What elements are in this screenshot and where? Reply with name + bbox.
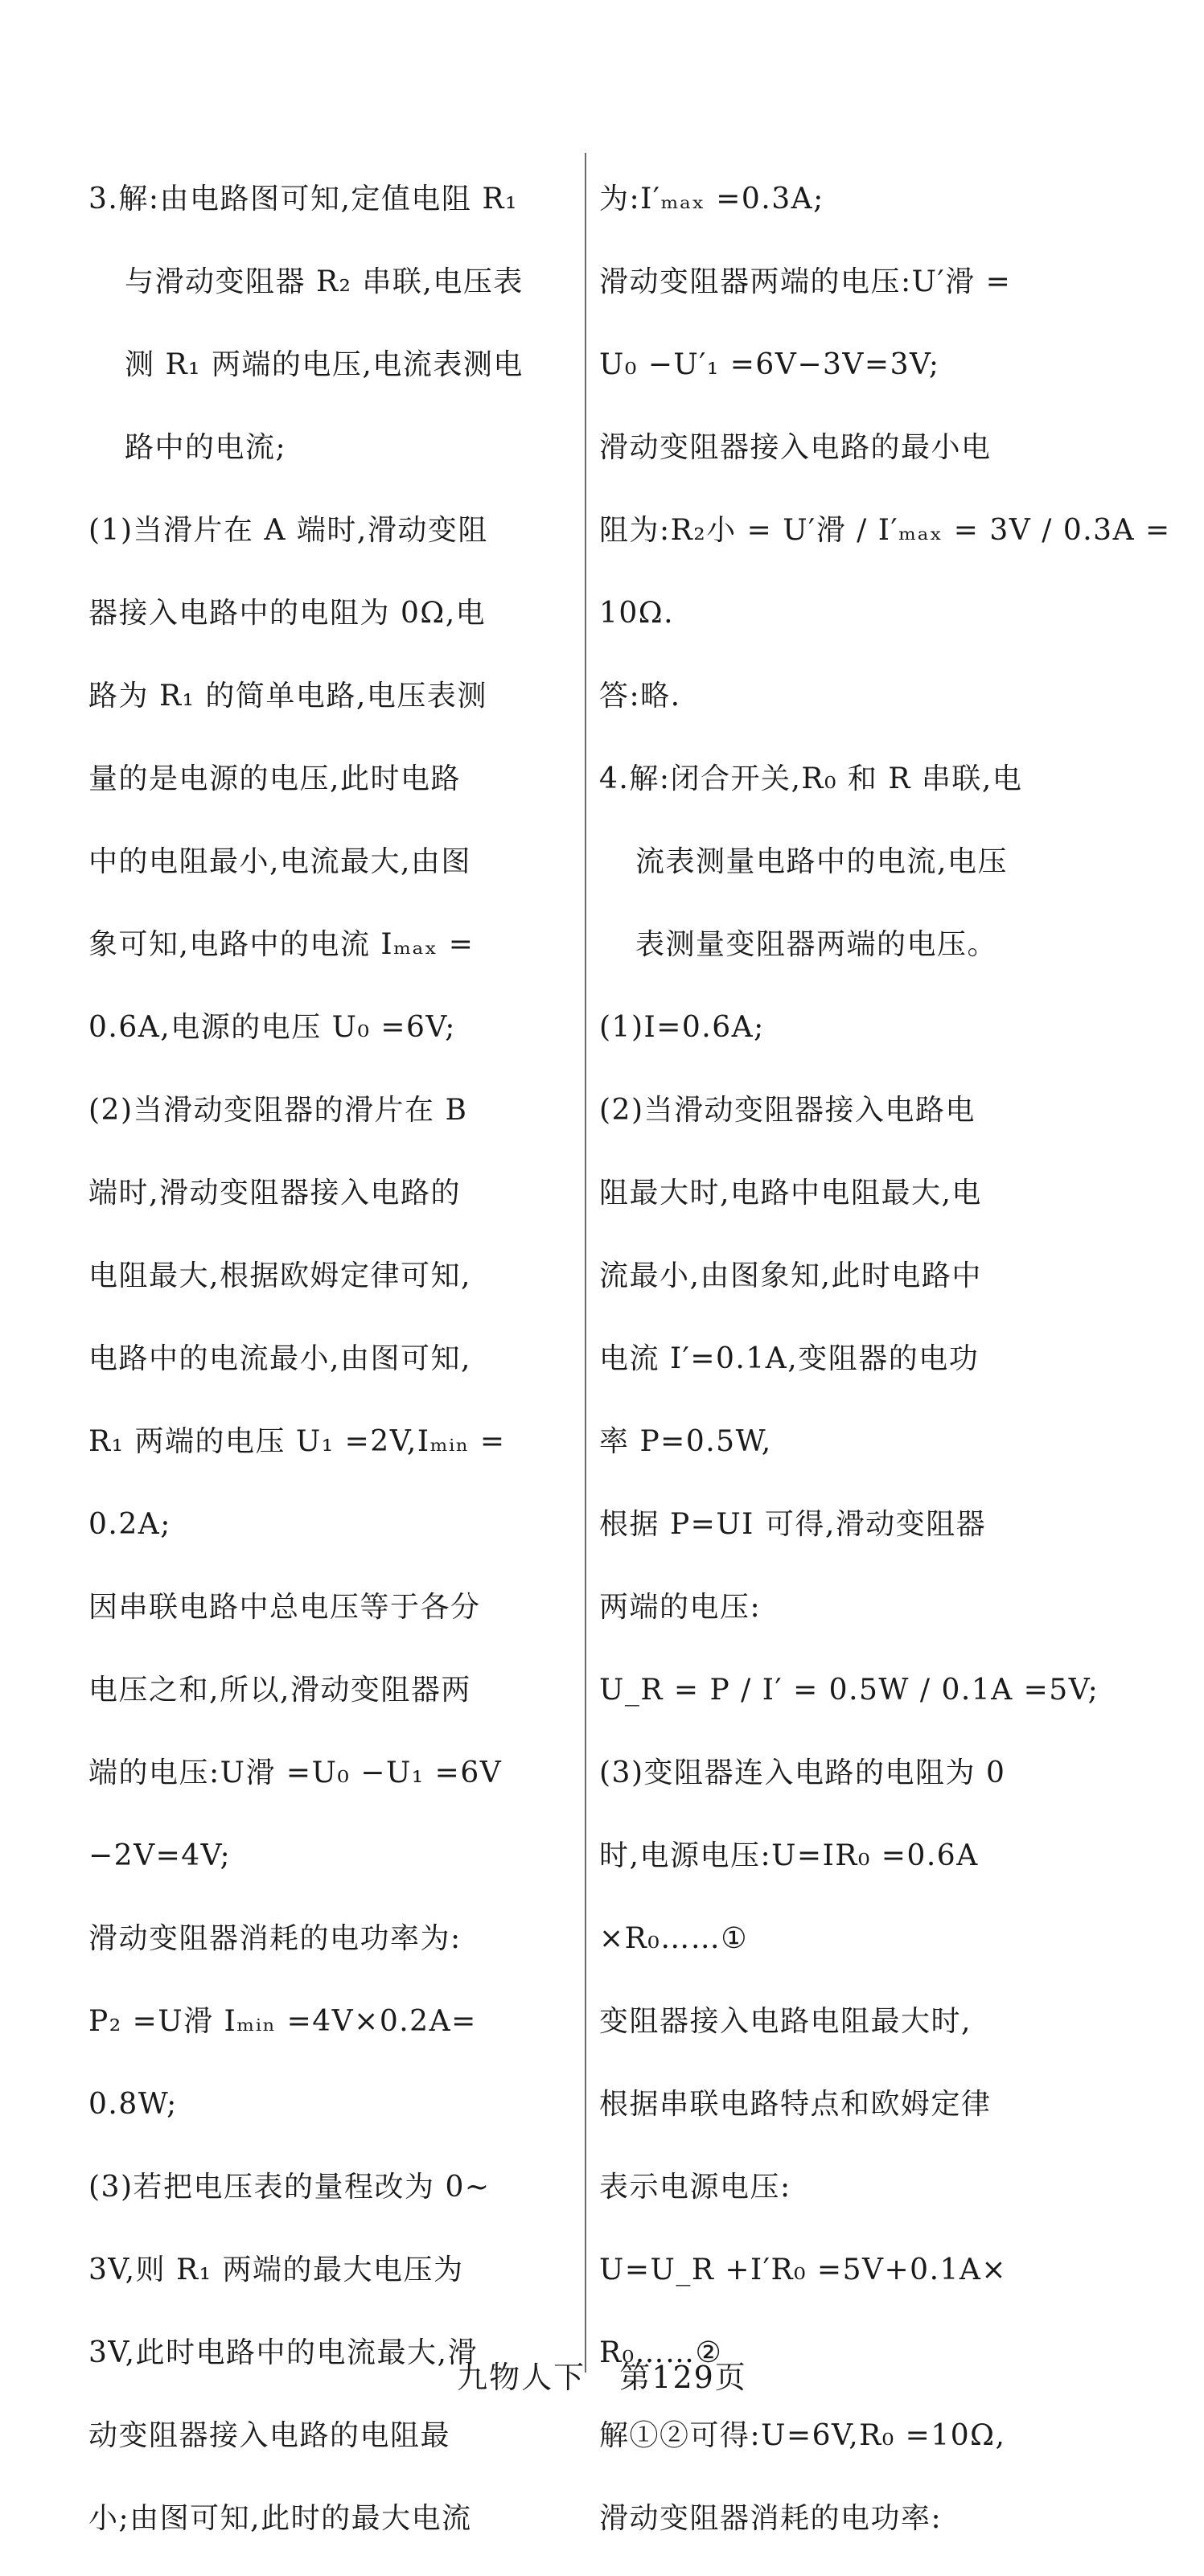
column-divider [585, 153, 586, 2373]
text-line: 时,电源电压:U=IR₀ =0.6A [599, 1839, 979, 1872]
text-line: 根据串联电路特点和欧姆定律 [599, 2088, 992, 2121]
text-line: R₀……② [599, 2336, 723, 2369]
text-line: 4.解:闭合开关,R₀ 和 R 串联,电 [599, 762, 1023, 795]
text-line: ×R₀……① [599, 1922, 748, 1955]
text-line: −2V=4V; [88, 1839, 232, 1872]
text-line: 路为 R₁ 的简单电路,电压表测 [88, 680, 487, 713]
text-line: U₀ −U′₁ =6V−3V=3V; [599, 348, 940, 381]
text-line: 3.解:由电路图可知,定值电阻 R₁ [88, 183, 518, 216]
text-line: P₂ =U滑 Iₘᵢₙ =4V×0.2A= [88, 2005, 477, 2038]
text-line: 端时,滑动变阻器接入电路的 [88, 1177, 461, 1210]
text-line: 中的电阻最小,电流最大,由图 [88, 845, 471, 878]
text-line: 0.2A; [88, 1508, 171, 1541]
text-line: 电流 I′=0.1A,变阻器的电功 [599, 1342, 980, 1375]
text-line: 解①②可得:U=6V,R₀ =10Ω, [599, 2419, 1006, 2452]
text-line: 端的电压:U滑 =U₀ −U₁ =6V [88, 1756, 503, 1789]
left-column [88, 158, 571, 2560]
text-line: R₁ 两端的电压 U₁ =2V,Iₘᵢₙ = [88, 1425, 506, 1458]
text-line: (1)I=0.6A; [599, 1011, 765, 1044]
text-line: 滑动变阻器接入电路的最小电 [599, 431, 992, 464]
footer-page-number: 第129页 [619, 2360, 747, 2395]
text-line: 率 P=0.5W, [599, 1425, 772, 1458]
text-line: 流表测量电路中的电流,电压 [635, 845, 1008, 878]
text-line: 电压之和,所以,滑动变阻器两 [88, 1674, 471, 1707]
text-line: 3V,此时电路中的电流最大,滑 [88, 2336, 478, 2369]
text-line: (2)当滑动变阻器的滑片在 B [88, 1094, 468, 1127]
text-line: 电路中的电流最小,由图可知, [88, 1342, 471, 1375]
text-line: 两端的电压: [599, 1591, 762, 1624]
text-line: 0.6A,电源的电压 U₀ =6V; [88, 1011, 456, 1044]
footer-book-label: 九物人下 [457, 2360, 586, 2395]
text-line: 小;由图可知,此时的最大电流 [88, 2502, 472, 2535]
text-line: 因串联电路中总电压等于各分 [88, 1591, 481, 1624]
text-line: 表测量变阻器两端的电压。 [635, 928, 998, 961]
text-line: 3V,则 R₁ 两端的最大电压为 [88, 2253, 464, 2286]
text-line: 与滑动变阻器 R₂ 串联,电压表 [125, 265, 524, 298]
text-line: 0.8W; [88, 2088, 178, 2121]
text-line: (3)变阻器连入电路的电阻为 0 [599, 1756, 1006, 1789]
text-line: 路中的电流; [125, 431, 287, 464]
text-line: 流最小,由图象知,此时电路中 [599, 1259, 982, 1292]
text-line: 量的是电源的电压,此时电路 [88, 762, 461, 795]
text-line: U_R = P / I′ = 0.5W / 0.1A =5V; [599, 1674, 1099, 1707]
text-line: 10Ω. [599, 597, 675, 630]
text-line: 动变阻器接入电路的电阻最 [88, 2419, 451, 2452]
page-footer [0, 2352, 1204, 2397]
text-line: 电阻最大,根据欧姆定律可知, [88, 1259, 471, 1292]
text-line: 滑动变阻器消耗的电功率为: [88, 1922, 462, 1955]
text-line: (1)当滑片在 A 端时,滑动变阻 [88, 514, 488, 547]
text-line: 滑动变阻器消耗的电功率: [599, 2502, 943, 2535]
right-column [599, 158, 1171, 2560]
text-line: 阻最大时,电路中电阻最大,电 [599, 1177, 982, 1210]
text-line: 表示电源电压: [599, 2171, 791, 2204]
text-line: 为:I′ₘₐₓ =0.3A; [599, 183, 824, 216]
text-line: 答:略. [599, 680, 681, 713]
text-line: 器接入电路中的电阻为 0Ω,电 [88, 597, 487, 630]
text-line: (3)若把电压表的量程改为 0~ [88, 2171, 491, 2204]
text-line: 象可知,电路中的电流 Iₘₐₓ = [88, 928, 475, 961]
text-line: 阻为:R₂小 = U′滑 / I′ₘₐₓ = 3V / 0.3A = [599, 514, 1171, 547]
text-line: 根据 P=UI 可得,滑动变阻器 [599, 1508, 987, 1541]
text-line: (2)当滑动变阻器接入电路电 [599, 1094, 976, 1127]
text-line: U=U_R +I′R₀ =5V+0.1A× [599, 2253, 1008, 2286]
text-line: 测 R₁ 两端的电压,电流表测电 [125, 348, 524, 381]
text-line: 滑动变阻器两端的电压:U′滑 = [599, 265, 1012, 298]
text-line: 变阻器接入电路电阻最大时, [599, 2005, 972, 2038]
